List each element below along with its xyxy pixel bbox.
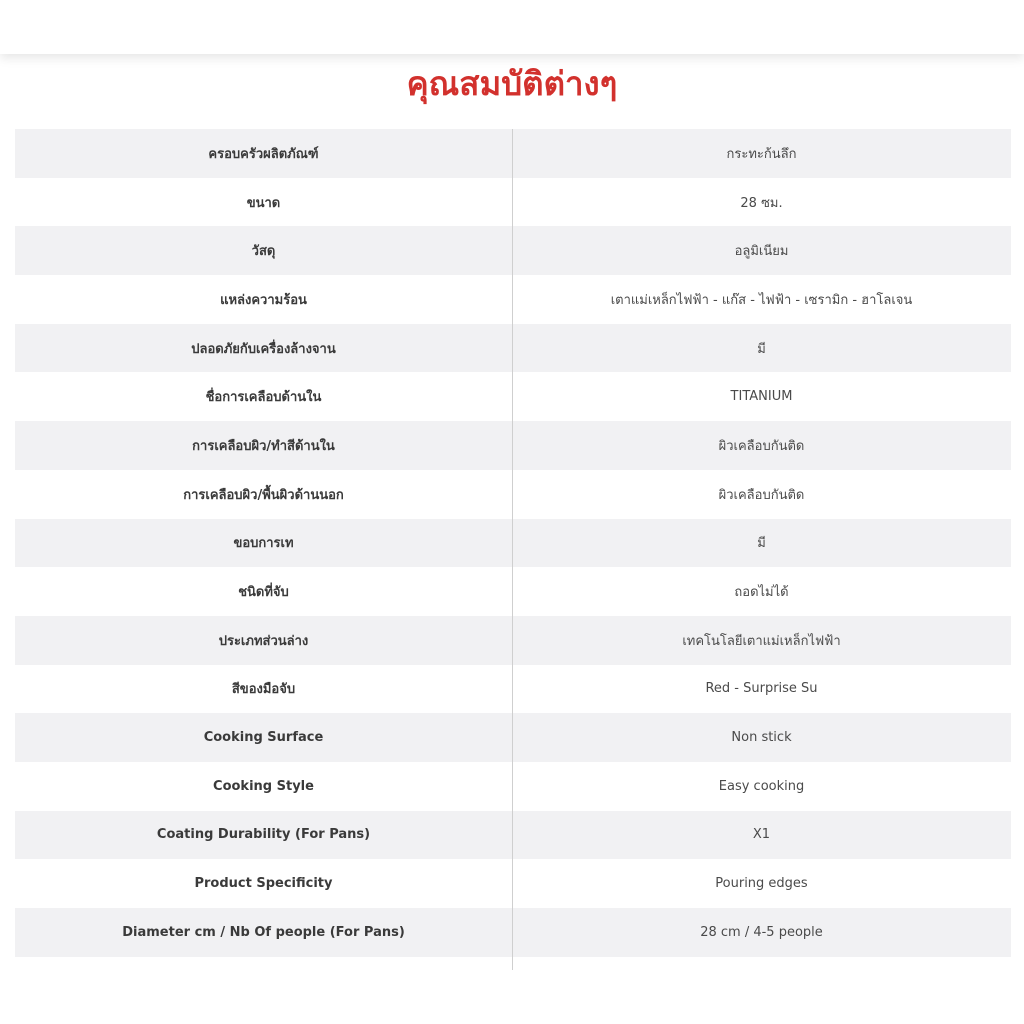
table-row [15,567,1011,616]
spec-label: Diameter cm / Nb Of people (For Pans) [122,924,405,940]
header-bar [0,0,1024,54]
spec-label: Cooking Style [213,778,314,794]
spec-label: ขอบการเท [233,536,294,552]
spec-value: 28 cm / 4-5 people [700,924,823,940]
spec-value: มี [757,536,766,552]
table-row [15,859,1011,908]
table-row [15,616,1011,665]
table-row [15,665,1011,714]
spec-value: X1 [752,827,771,843]
table-row [15,129,1011,178]
spec-value: Easy cooking [718,778,805,794]
spec-label: ปลอดภัยกับเครื่องล้างจาน [191,341,336,357]
table-row [15,324,1011,373]
spec-label: ขนาด [246,195,281,211]
spec-label: Product Specificity [194,876,333,892]
table-row [15,421,1011,470]
column-divider [512,129,513,970]
table-row [15,762,1011,811]
spec-label: สีของมือจับ [231,682,296,698]
spec-table [15,129,1011,957]
table-row [15,275,1011,324]
spec-label: ชื่อการเคลือบด้านใน [205,390,322,406]
spec-value: มี [757,341,766,357]
table-row [15,178,1011,227]
spec-label: ประเภทส่วนล่าง [218,633,309,649]
spec-label: ชนิดที่จับ [238,585,289,601]
spec-value: ถอดไม่ได้ [734,585,789,601]
spec-label: Cooking Surface [203,730,324,746]
table-row [15,908,1011,957]
spec-value: เตาแม่เหล็กไฟฟ้า - แก๊ส - ไฟฟ้า - เซรามิก - ฮาโลเจน [610,292,913,308]
table-row [15,226,1011,275]
page-title: คุณสมบัติต่างๆ [406,64,618,103]
table-row [15,811,1011,860]
table-row [15,372,1011,421]
spec-value: เทคโนโลยีเตาแม่เหล็กไฟฟ้า [682,633,841,649]
table-row [15,519,1011,568]
spec-value: Non stick [731,730,792,746]
spec-value: อลูมิเนียม [734,244,789,260]
spec-label: ครอบครัวผลิตภัณฑ์ [208,146,319,162]
spec-value: Red - Surprise Su [705,681,818,697]
table-row [15,713,1011,762]
spec-label: แหล่งความร้อน [220,292,307,308]
spec-label: การเคลือบผิว/พื้นผิวด้านนอก [183,487,344,503]
spec-label: Coating Durability (For Pans) [156,827,371,843]
spec-value: ผิวเคลือบกันติด [718,487,805,503]
table-row [15,470,1011,519]
spec-value: Pouring edges [715,876,808,892]
spec-label: การเคลือบผิว/ทำสีด้านใน [192,438,335,454]
spec-value: ผิวเคลือบกันติด [718,438,805,454]
spec-value: กระทะก้นลึก [726,146,797,162]
spec-value: TITANIUM [730,389,793,405]
spec-label: วัสดุ [251,244,276,260]
spec-value: 28 ซม. [740,195,783,211]
